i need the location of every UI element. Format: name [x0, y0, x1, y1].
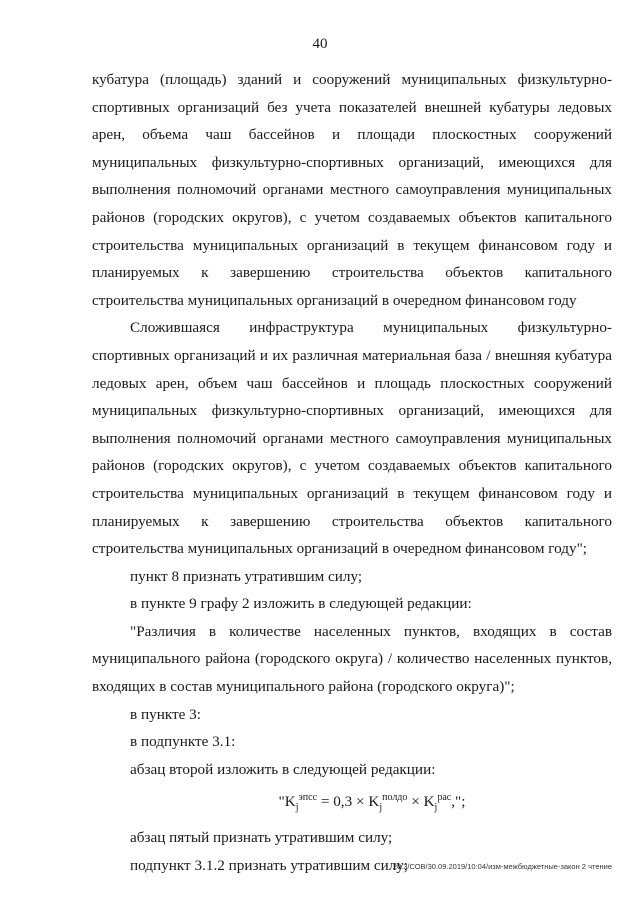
formula-k3-sup: рас — [437, 792, 452, 804]
formula-k1-sup: эпсс — [298, 792, 318, 804]
item-subpoint-3-1: в подпункте 3.1: — [130, 733, 236, 751]
paragraph-quote-differences: "Различия в количестве населенных пунктов, входящих в состав муниципального района (городского округа) / количество населенных пунктов, входящих в состав муниципального района (городского округа)"; — [92, 622, 612, 696]
formula-k1: K — [284, 793, 296, 811]
item-point-9: в пункте 9 графу 2 изложить в следующей редакции: — [130, 595, 472, 613]
formula-k2-sup: полдо — [382, 792, 408, 804]
document-body — [92, 66, 612, 879]
formula-k2-sub: j — [379, 802, 383, 814]
formula-k2: K — [368, 793, 380, 811]
item-point-8: пункт 8 признать утратившим силу; — [130, 567, 363, 585]
footer-code: 20.3/СОВ/30.09.2019/10:04/изм-межбюджетные-закон 2 чтение — [392, 862, 612, 871]
formula-tail: ,"; — [451, 793, 466, 811]
formula-equals: = 0,3 × — [317, 793, 369, 811]
formula-times: × — [407, 793, 424, 811]
item-paragraph-five: абзац пятый признать утратившим силу; — [130, 829, 393, 847]
formula-k1-sub: j — [295, 802, 299, 814]
page-number: 40 — [312, 36, 328, 52]
formula — [92, 784, 612, 822]
formula-quote: " — [278, 793, 285, 811]
formula-k3: K — [423, 793, 435, 811]
paragraph-infrastructure: Сложившаяся инфраструктура муниципальных физкультурно-спортивных организаций и их различная материальная база / внешняя кубатура ледовых арен, объем чаш бассейнов и площадь плоскостных сооружений муниципальных физкультурно-спортивных организаций, имеющихся для выполнения полномочий органами местного самоуправления муниципальных районов (городских округов), с учетом создаваемых объектов капитального строительства муниципальных организаций в текущем финансовом году и планируемых к завершению строительства объектов капитального строительства муниципальных организаций в очередном финансовом году"; — [92, 319, 612, 558]
item-paragraph-two: абзац второй изложить в следующей редакции: — [130, 760, 436, 778]
item-subpoint-3-1-2: подпункт 3.1.2 признать утратившим силу; — [130, 856, 408, 874]
item-point-3: в пункте 3: — [130, 705, 201, 723]
paragraph-continuation: кубатура (площадь) зданий и сооружений муниципальных физкультурно-спортивных организаций без учета показателей внешней кубатуры ледовых арен, объема чаш бассейнов и площади плоскостных сооружений муниципальных физкультурно-спортивных организаций, имеющихся для выполнения полномочий органами местного самоуправления муниципальных районов (городских округов), с учетом создаваемых объектов капитального строительства муниципальных организаций в текущем финансовом году и планируемых к завершению строительства объектов капитального строительства муниципальных организаций в очередном финансовом году — [92, 71, 612, 309]
formula-k3-sub: j — [434, 802, 438, 814]
